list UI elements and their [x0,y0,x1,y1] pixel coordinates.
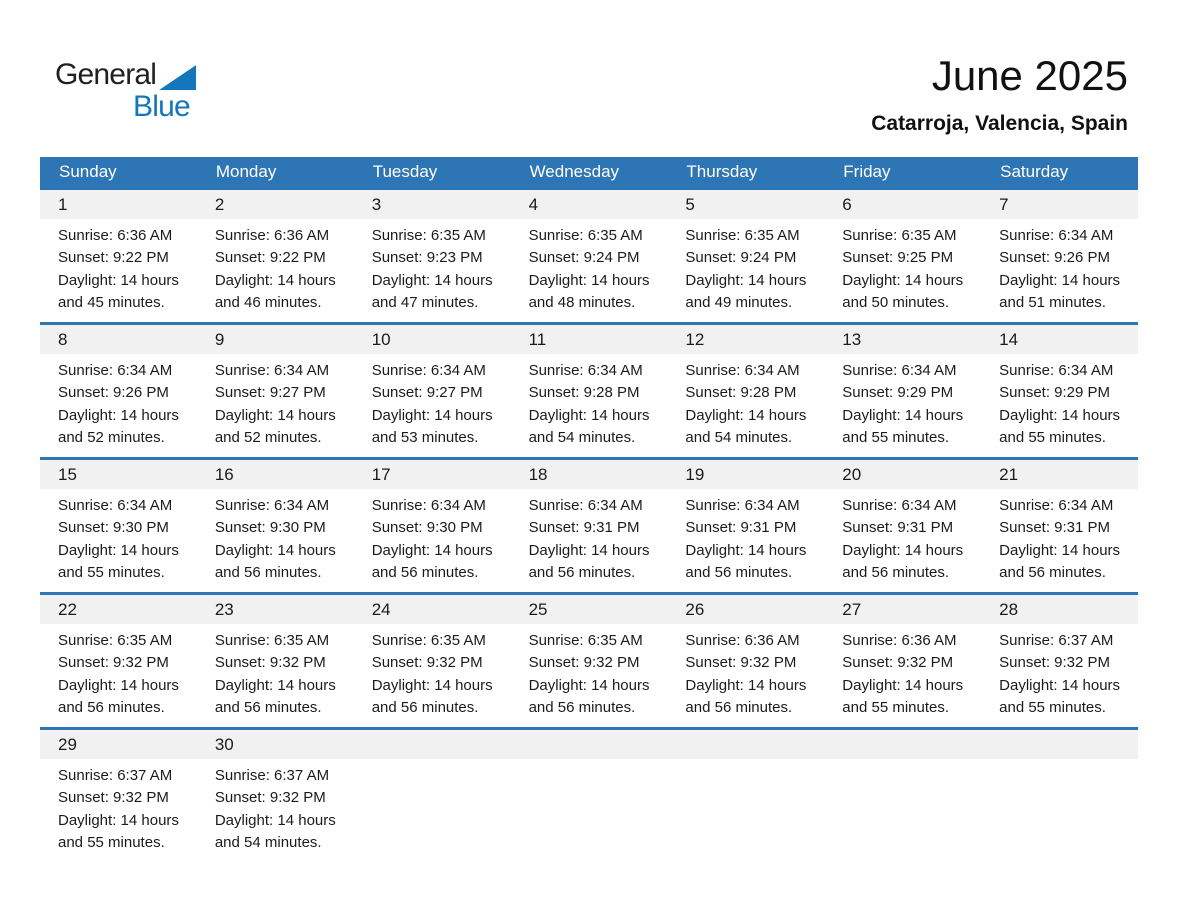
day-number: 5 [667,190,824,219]
weekday-header-tuesday: Tuesday [372,162,438,181]
day-cell [40,730,197,862]
daylight-line-2: and 56 minutes. [842,564,950,582]
sunrise-line: Sunrise: 6:35 AM [528,632,643,649]
daylight-line-2: and 56 minutes. [214,564,322,582]
calendar-grid [40,157,1138,862]
sunset-line: Sunset: 9:32 PM [528,654,640,672]
sunset-line: Sunset: 9:32 PM [58,654,169,672]
daylight-line-1: Daylight: 14 hours [842,676,964,694]
sunset-line: Sunset: 9:32 PM [371,654,483,672]
daylight-line-2: and 55 minutes. [58,564,165,582]
sunset-line: Sunset: 9:32 PM [214,654,326,672]
day-cell [40,460,197,592]
sunrise-line: Sunrise: 6:35 AM [371,227,486,244]
day-number: 16 [197,460,354,489]
day-number: 14 [981,325,1138,354]
empty-day-cell [824,730,981,862]
day-details [981,624,1138,720]
sunrise-line: Sunrise: 6:35 AM [58,632,173,649]
sunset-line: Sunset: 9:32 PM [999,654,1111,672]
sunset-line: Sunset: 9:32 PM [685,654,797,672]
sunrise-line: Sunrise: 6:34 AM [58,362,173,379]
sunset-line: Sunset: 9:31 PM [999,519,1111,537]
day-number: 27 [824,595,981,624]
day-cell [667,190,824,322]
empty-day-cell [667,730,824,862]
day-details [511,759,668,765]
day-cell [511,325,668,457]
daylight-line-2: and 47 minutes. [371,294,479,312]
weekday-header-sunday: Sunday [59,162,117,181]
day-cell [354,460,511,592]
sunrise-line: Sunrise: 6:34 AM [999,362,1114,379]
day-number: 8 [40,325,197,354]
day-number: 10 [354,325,511,354]
day-details [981,354,1138,450]
weekday-header-monday: Monday [215,162,277,181]
day-cell [824,460,981,592]
day-cell [511,595,668,727]
sunset-line: Sunset: 9:25 PM [842,249,954,267]
sunset-line: Sunset: 9:28 PM [685,384,797,402]
day-cell [197,325,354,457]
day-details [824,354,981,450]
daylight-line-1: Daylight: 14 hours [214,811,336,829]
sunset-line: Sunset: 9:32 PM [58,789,169,807]
sunset-line: Sunset: 9:30 PM [58,519,169,537]
general-blue-logo [55,60,196,122]
daylight-line-1: Daylight: 14 hours [842,271,964,289]
daylight-line-1: Daylight: 14 hours [685,271,807,289]
sunset-line: Sunset: 9:29 PM [999,384,1111,402]
day-details [197,759,354,855]
day-details [511,624,668,720]
sunset-line: Sunset: 9:22 PM [214,249,326,267]
sunset-line: Sunset: 9:32 PM [214,789,326,807]
daylight-line-2: and 54 minutes. [685,429,793,447]
daylight-line-1: Daylight: 14 hours [528,676,650,694]
sunrise-line: Sunrise: 6:34 AM [371,497,486,514]
sunrise-line: Sunrise: 6:34 AM [999,227,1114,244]
day-details [354,354,511,450]
day-details [197,354,354,450]
sunset-line: Sunset: 9:22 PM [58,249,169,267]
daylight-line-2: and 45 minutes. [58,294,165,312]
daylight-line-2: and 56 minutes. [685,699,793,717]
week-row [40,187,1138,322]
week-row [40,727,1138,862]
day-cell [981,190,1138,322]
day-cell [40,595,197,727]
sunrise-line: Sunrise: 6:34 AM [685,497,800,514]
day-details [824,624,981,720]
daylight-line-1: Daylight: 14 hours [999,406,1121,424]
daylight-line-1: Daylight: 14 hours [685,406,807,424]
title-block [871,52,1128,136]
day-cell [354,190,511,322]
day-cell [40,190,197,322]
daylight-line-2: and 56 minutes. [371,564,479,582]
week-row [40,457,1138,592]
month-title: June 2025 [931,52,1128,99]
daylight-line-2: and 52 minutes. [58,429,165,447]
day-details [40,489,197,585]
empty-day-cell [354,730,511,862]
weekday-header-wednesday: Wednesday [529,162,620,181]
sunrise-line: Sunrise: 6:37 AM [999,632,1114,649]
day-number: 6 [824,190,981,219]
day-number: 11 [511,325,668,354]
day-number: 2 [197,190,354,219]
daylight-line-1: Daylight: 14 hours [528,271,650,289]
day-number: 20 [824,460,981,489]
day-details [40,354,197,450]
daylight-line-2: and 54 minutes. [528,429,636,447]
sunset-line: Sunset: 9:24 PM [528,249,640,267]
empty-day-cell [981,730,1138,862]
day-details [354,759,511,765]
sunrise-line: Sunrise: 6:34 AM [371,362,486,379]
day-cell [667,595,824,727]
logo-text-blue: Blue [133,90,190,123]
calendar-weeks [40,187,1138,862]
daylight-line-2: and 56 minutes. [214,699,322,717]
day-details [824,759,981,765]
daylight-line-2: and 49 minutes. [685,294,793,312]
day-number: 12 [667,325,824,354]
day-number: 13 [824,325,981,354]
day-details [981,219,1138,315]
weekday-header-friday: Friday [843,162,891,181]
sunrise-line: Sunrise: 6:34 AM [214,362,330,379]
day-number [824,730,981,759]
day-details [40,624,197,720]
logo-triangle-icon [159,65,196,90]
daylight-line-1: Daylight: 14 hours [371,406,493,424]
day-cell [667,460,824,592]
day-number: 22 [40,595,197,624]
weekday-header-row [40,157,1138,187]
day-number: 4 [511,190,668,219]
sunset-line: Sunset: 9:26 PM [58,384,169,402]
day-number [511,730,668,759]
day-cell [354,595,511,727]
daylight-line-1: Daylight: 14 hours [842,406,964,424]
day-number: 28 [981,595,1138,624]
daylight-line-2: and 53 minutes. [371,429,479,447]
daylight-line-1: Daylight: 14 hours [999,541,1121,559]
day-details [511,354,668,450]
sunset-line: Sunset: 9:30 PM [214,519,326,537]
sunset-line: Sunset: 9:29 PM [842,384,954,402]
daylight-line-2: and 56 minutes. [999,564,1106,582]
day-details [197,489,354,585]
day-number: 29 [40,730,197,759]
day-number: 21 [981,460,1138,489]
day-cell [511,190,668,322]
day-cell [981,325,1138,457]
sunrise-line: Sunrise: 6:34 AM [842,362,957,379]
week-row [40,322,1138,457]
day-cell [197,730,354,862]
day-details [40,759,197,855]
day-number: 1 [40,190,197,219]
weekday-header-saturday: Saturday [1000,162,1069,181]
daylight-line-2: and 48 minutes. [528,294,636,312]
day-details [824,219,981,315]
day-number: 15 [40,460,197,489]
daylight-line-2: and 50 minutes. [842,294,950,312]
day-details [667,354,824,450]
day-details [667,489,824,585]
logo-top-row [55,60,196,90]
sunset-line: Sunset: 9:27 PM [371,384,483,402]
daylight-line-1: Daylight: 14 hours [214,406,336,424]
day-number: 19 [667,460,824,489]
daylight-line-2: and 55 minutes. [999,699,1106,717]
day-number [667,730,824,759]
day-details [667,759,824,765]
daylight-line-1: Daylight: 14 hours [528,406,650,424]
daylight-line-2: and 56 minutes. [528,699,636,717]
daylight-line-2: and 54 minutes. [214,834,322,852]
weekday-header-thursday: Thursday [686,162,758,181]
day-number: 9 [197,325,354,354]
day-details [354,219,511,315]
empty-day-cell [511,730,668,862]
day-details [667,219,824,315]
day-number: 18 [511,460,668,489]
daylight-line-2: and 56 minutes. [58,699,165,717]
day-details [981,489,1138,585]
week-row [40,592,1138,727]
day-cell [197,595,354,727]
day-details [981,759,1138,765]
sunrise-line: Sunrise: 6:34 AM [214,497,330,514]
sunset-line: Sunset: 9:31 PM [528,519,640,537]
day-details [824,489,981,585]
sunset-line: Sunset: 9:30 PM [371,519,483,537]
daylight-line-1: Daylight: 14 hours [58,541,179,559]
sunset-line: Sunset: 9:31 PM [685,519,797,537]
location-subtitle: Catarroja, Valencia, Spain [871,112,1128,136]
day-number: 30 [197,730,354,759]
day-details [197,219,354,315]
logo-text-general: General [55,58,157,91]
day-cell [197,190,354,322]
sunrise-line: Sunrise: 6:34 AM [58,497,173,514]
day-details [40,219,197,315]
daylight-line-1: Daylight: 14 hours [685,676,807,694]
day-number: 17 [354,460,511,489]
sunrise-line: Sunrise: 6:36 AM [58,227,173,244]
sunset-line: Sunset: 9:31 PM [842,519,954,537]
day-number: 26 [667,595,824,624]
daylight-line-1: Daylight: 14 hours [214,271,336,289]
day-number: 25 [511,595,668,624]
day-cell [824,595,981,727]
day-details [511,219,668,315]
day-cell [824,325,981,457]
sunrise-line: Sunrise: 6:35 AM [214,632,330,649]
daylight-line-2: and 52 minutes. [214,429,322,447]
daylight-line-1: Daylight: 14 hours [371,271,493,289]
day-number [354,730,511,759]
day-cell [40,325,197,457]
sunrise-line: Sunrise: 6:37 AM [214,767,330,784]
daylight-line-1: Daylight: 14 hours [528,541,650,559]
sunset-line: Sunset: 9:24 PM [685,249,797,267]
sunset-line: Sunset: 9:27 PM [214,384,326,402]
daylight-line-1: Daylight: 14 hours [842,541,964,559]
daylight-line-1: Daylight: 14 hours [58,676,179,694]
sunrise-line: Sunrise: 6:35 AM [685,227,800,244]
daylight-line-1: Daylight: 14 hours [58,811,179,829]
daylight-line-2: and 55 minutes. [999,429,1106,447]
daylight-line-1: Daylight: 14 hours [999,271,1121,289]
daylight-line-1: Daylight: 14 hours [371,676,493,694]
daylight-line-2: and 56 minutes. [371,699,479,717]
sunset-line: Sunset: 9:26 PM [999,249,1111,267]
sunrise-line: Sunrise: 6:37 AM [58,767,173,784]
daylight-line-2: and 55 minutes. [842,429,950,447]
sunrise-line: Sunrise: 6:34 AM [999,497,1114,514]
sunrise-line: Sunrise: 6:34 AM [842,497,957,514]
daylight-line-1: Daylight: 14 hours [214,541,336,559]
day-cell [511,460,668,592]
sunrise-line: Sunrise: 6:36 AM [842,632,957,649]
day-cell [824,190,981,322]
day-cell [981,595,1138,727]
day-number: 24 [354,595,511,624]
sunset-line: Sunset: 9:28 PM [528,384,640,402]
day-details [511,489,668,585]
daylight-line-2: and 46 minutes. [214,294,322,312]
daylight-line-1: Daylight: 14 hours [999,676,1121,694]
day-number [981,730,1138,759]
day-cell [354,325,511,457]
daylight-line-2: and 56 minutes. [528,564,636,582]
sunset-line: Sunset: 9:32 PM [842,654,954,672]
daylight-line-2: and 56 minutes. [685,564,793,582]
sunrise-line: Sunrise: 6:36 AM [214,227,330,244]
daylight-line-2: and 51 minutes. [999,294,1106,312]
day-cell [981,460,1138,592]
daylight-line-1: Daylight: 14 hours [58,271,179,289]
sunrise-line: Sunrise: 6:35 AM [528,227,643,244]
day-cell [197,460,354,592]
daylight-line-2: and 55 minutes. [58,834,165,852]
day-details [354,624,511,720]
sunrise-line: Sunrise: 6:36 AM [685,632,800,649]
sunrise-line: Sunrise: 6:35 AM [371,632,486,649]
daylight-line-1: Daylight: 14 hours [214,676,336,694]
daylight-line-1: Daylight: 14 hours [371,541,493,559]
day-details [197,624,354,720]
sunrise-line: Sunrise: 6:34 AM [528,362,643,379]
day-details [354,489,511,585]
daylight-line-2: and 55 minutes. [842,699,950,717]
sunrise-line: Sunrise: 6:34 AM [685,362,800,379]
day-number: 23 [197,595,354,624]
daylight-line-1: Daylight: 14 hours [685,541,807,559]
day-number: 7 [981,190,1138,219]
sunrise-line: Sunrise: 6:34 AM [528,497,643,514]
day-details [667,624,824,720]
day-number: 3 [354,190,511,219]
sunset-line: Sunset: 9:23 PM [371,249,483,267]
day-cell [667,325,824,457]
sunrise-line: Sunrise: 6:35 AM [842,227,957,244]
daylight-line-1: Daylight: 14 hours [58,406,179,424]
